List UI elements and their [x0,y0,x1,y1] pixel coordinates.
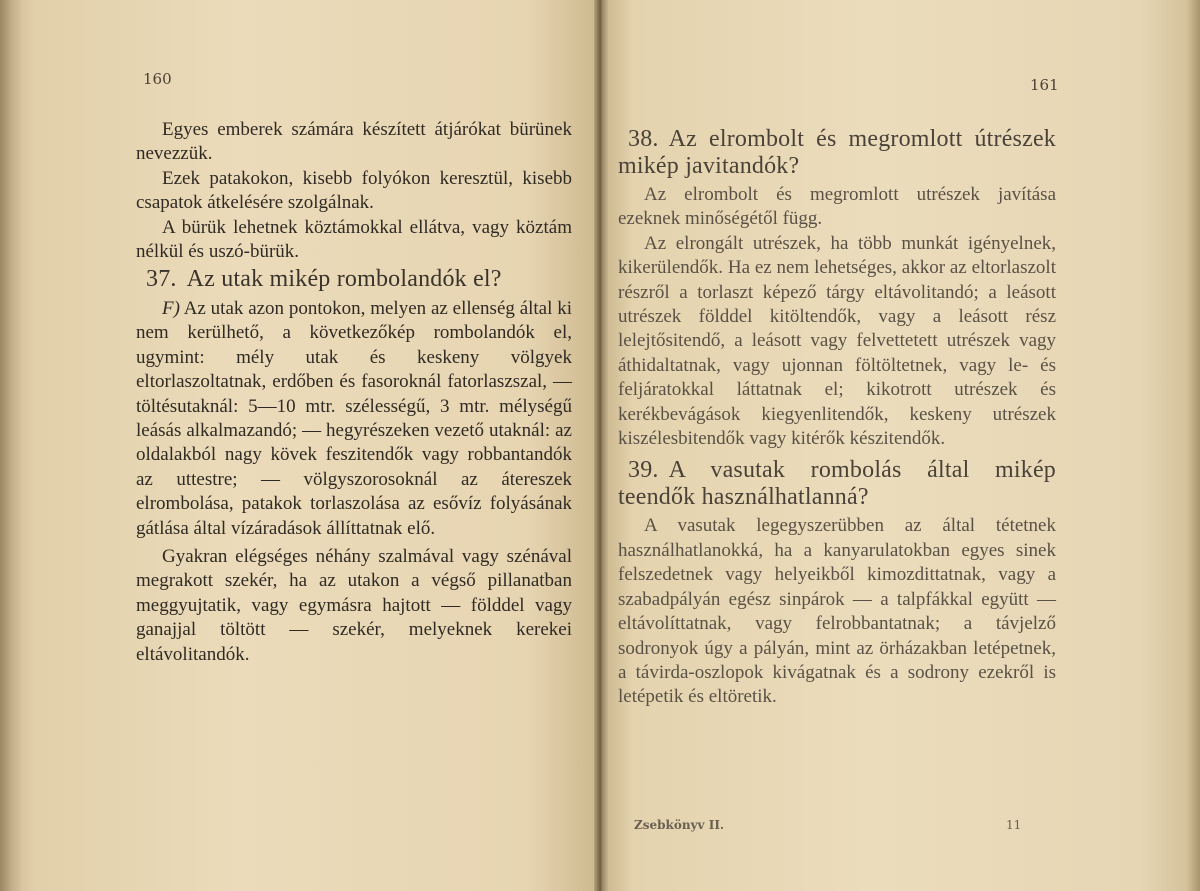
section-number: 38. [628,126,659,152]
left-page-edge [0,0,22,891]
paragraph: A bürük lehetnek köztámokkal ellátva, vagy köztám nélkül és uszó-bürük. [136,216,572,263]
section-heading-37 [136,266,572,293]
section-title: Az elrombolt és megromlott útrészek mikép javitandók? [618,126,1056,179]
footer-signature-mark: 11 [1006,818,1022,832]
paragraph: Ezek patakokon, kisebb folyókon keresztül, kisebb csapatok átkelésére szolgálnak. [136,167,572,214]
right-page-edge [1176,0,1200,891]
left-text-column [136,118,572,667]
paragraph: Egyes emberek számára készített átjárókat bürünek nevezzük. [136,119,572,165]
paragraph: Gyakran elégséges néhány szalmával vagy szénával megrakott szekér, ha az utakon a végső pillanatban meggyujtatik, vagy egymásra hajtott — földdel vagy ganajjal töltött — szekér, melyeknek kerekei eltávolitandók. [136,546,572,665]
footer-book-title: Zsebkönyv II. [634,818,725,832]
paragraph-text: Az utak azon pontokon, melyen az ellenség által ki nem kerülhető, a következőkép rombolandók el, ugymint: mély utak és keskeny völgyek eltorlaszoltatnak, erdőben és fasoroknál fatorlaszszal, — töltésutaknál: 5—10 mtr. szélességű, 3 mtr. mélységű leásás alkalmazandó; — hegyrészeken vezető utaknál: az oldalakból nagy kövek feszitendők vagy robbantandók az uttestre; — völgyszorosoknál az átereszek elrombolása, patakok torlaszolása az esővíz folyásának gátlása által vízáradások állíttatnak elő. [136,297,572,539]
paragraph: Az elrombolt és megromlott utrészek javítása ezeknek minőségétől függ. [618,184,1056,230]
paragraph: Az elrongált utrészek, ha több munkát igényelnek, kikerülendők. Ha ez nem lehetséges, akkor az eltorlaszolt részről a torlaszt képező tárgy eltávolitandó; a leásott utrészek földdel kitöltendők, vagy a leásott rész lelejtősitendő, a leásott vagy felvettetett utrészek vagy áthidaltatnak, vagy ujonnan föltöltetnek, vagy le- és feljáratokkal láttatnak el; kikotrott utrészek és kerékbevágások kiegyenlitendők, keskeny utrészek kiszélesbitendők vagy kitérők készitendők. [618,232,1056,450]
paragraph: A vasutak legegyszerübben az által tétetnek használhatlanokká, ha a kanyarulatokban egyes sinek felszedetnek vagy helyeikből kimozdittatnak, vagy a szabadpályán egész sinpárok — a talpfákkal együtt — eltávolíttatnak, vagy felrobbantatnak; a távjelző sodronyok úgy a pályán, mint az örházakban letépetnek, a távirda-oszlopok kivágatnak és a sodrony ezekről is letépetik és eltöretik. [618,515,1056,708]
page-number-right: 161 [1030,76,1059,94]
section-title: Az utak mikép rombolandók el? [186,266,502,293]
paragraph [136,297,572,541]
section-title: A vasutak rombolás által mikép teendők használhatlanná? [618,457,1056,510]
section-heading-38 [618,126,1056,179]
section-number: 39. [628,457,659,484]
right-text-column [618,124,1056,710]
page-number-left: 160 [143,70,172,88]
section-heading-39 [618,457,1056,510]
book-gutter [594,0,608,891]
paragraph-lead: F) [162,297,180,319]
section-number: 37. [146,266,177,293]
